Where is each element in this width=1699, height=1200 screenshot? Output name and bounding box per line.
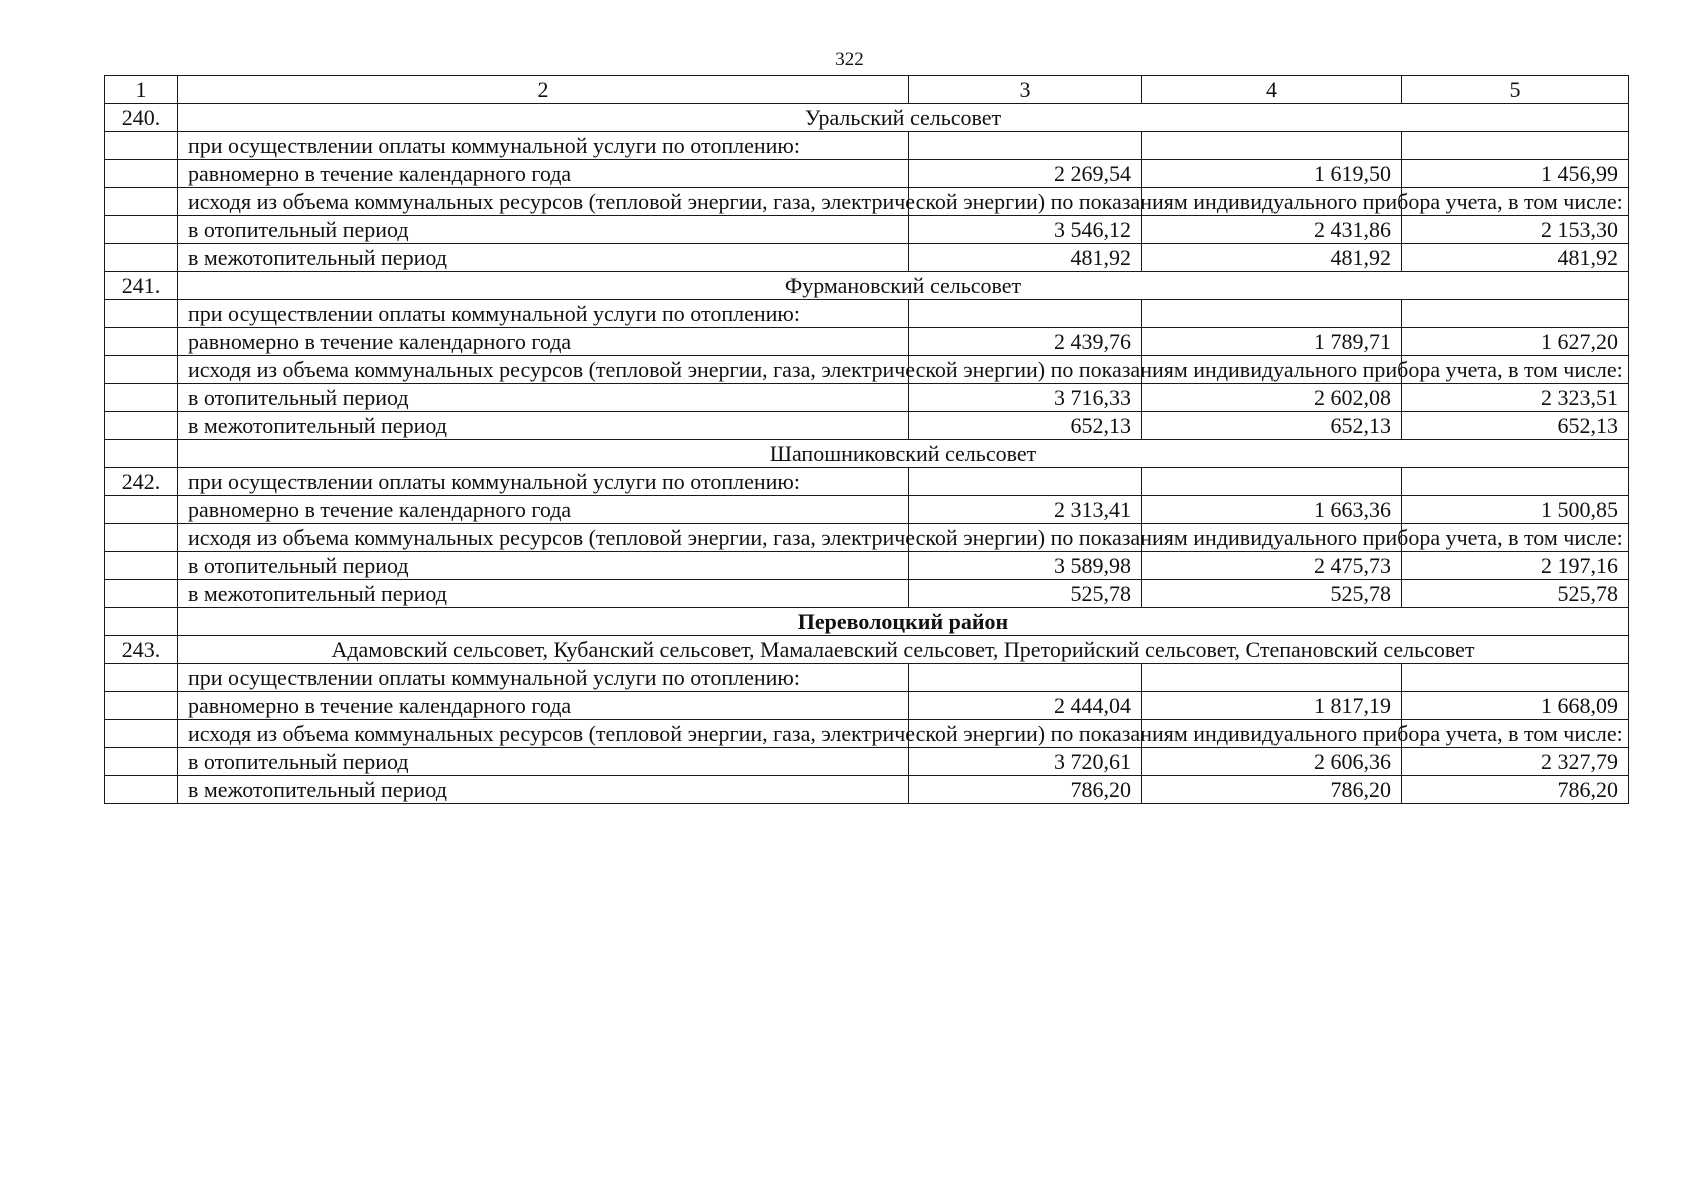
header-cell-5: 5 (1402, 76, 1629, 104)
row-description: в межотопительный период (178, 776, 909, 804)
value-col-5 (1402, 300, 1629, 328)
row-number (105, 328, 178, 356)
row-description: в отопительный период (178, 552, 909, 580)
value-col-4: 481,92 (1142, 244, 1402, 272)
row-description: исходя из объема коммунальных ресурсов (тепловой энергии, газа, электрической энергии) по показаниям индивидуального прибора учета, в том числе: (178, 720, 909, 748)
table-row (105, 776, 1629, 804)
value-col-3: 2 444,04 (909, 692, 1142, 720)
row-description: в отопительный период (178, 384, 909, 412)
table-row (105, 552, 1629, 580)
district-title: Переволоцкий район (178, 608, 1629, 636)
value-col-3: 481,92 (909, 244, 1142, 272)
table-row (105, 412, 1629, 440)
table-row (105, 160, 1629, 188)
value-col-4 (1142, 664, 1402, 692)
value-col-5: 1 500,85 (1402, 496, 1629, 524)
row-number: 240. (105, 104, 178, 132)
row-number (105, 664, 178, 692)
row-description: в межотопительный период (178, 580, 909, 608)
row-number (105, 300, 178, 328)
table-row (105, 748, 1629, 776)
row-number (105, 244, 178, 272)
value-col-4: 1 817,19 (1142, 692, 1402, 720)
value-col-3: 3 546,12 (909, 216, 1142, 244)
row-number: 241. (105, 272, 178, 300)
table-row (105, 244, 1629, 272)
table-row (105, 300, 1629, 328)
section-title: Фурмановский сельсовет (178, 272, 1629, 300)
row-description: при осуществлении оплаты коммунальной услуги по отоплению: (178, 300, 909, 328)
row-number (105, 748, 178, 776)
table-row (105, 496, 1629, 524)
row-description: при осуществлении оплаты коммунальной услуги по отоплению: (178, 468, 909, 496)
row-description: исходя из объема коммунальных ресурсов (тепловой энергии, газа, электрической энергии) по показаниям индивидуального прибора учета, в том числе: (178, 356, 909, 384)
table-row (105, 664, 1629, 692)
value-col-4: 2 475,73 (1142, 552, 1402, 580)
value-col-3 (909, 300, 1142, 328)
value-col-5: 652,13 (1402, 412, 1629, 440)
table-row (105, 188, 1629, 216)
table-row (105, 216, 1629, 244)
table-row (105, 328, 1629, 356)
row-number (105, 580, 178, 608)
row-number (105, 356, 178, 384)
value-col-3: 2 439,76 (909, 328, 1142, 356)
value-col-5: 525,78 (1402, 580, 1629, 608)
table-row (105, 132, 1629, 160)
table-row (105, 524, 1629, 552)
value-col-5 (1402, 664, 1629, 692)
row-number (105, 524, 178, 552)
value-col-3: 786,20 (909, 776, 1142, 804)
row-number (105, 160, 178, 188)
value-col-3: 652,13 (909, 412, 1142, 440)
table-row (105, 580, 1629, 608)
row-description: исходя из объема коммунальных ресурсов (тепловой энергии, газа, электрической энергии) по показаниям индивидуального прибора учета, в том числе: (178, 188, 909, 216)
value-col-3 (909, 468, 1142, 496)
value-col-3: 2 269,54 (909, 160, 1142, 188)
row-description: в отопительный период (178, 216, 909, 244)
section-title: Уральский сельсовет (178, 104, 1629, 132)
district-row (105, 608, 1629, 636)
row-description: исходя из объема коммунальных ресурсов (тепловой энергии, газа, электрической энергии) по показаниям индивидуального прибора учета, в том числе: (178, 524, 909, 552)
value-col-4: 1 619,50 (1142, 160, 1402, 188)
value-col-3: 3 589,98 (909, 552, 1142, 580)
value-col-4: 2 602,08 (1142, 384, 1402, 412)
row-number (105, 552, 178, 580)
row-description: в межотопительный период (178, 412, 909, 440)
row-description: в межотопительный период (178, 244, 909, 272)
value-col-4 (1142, 300, 1402, 328)
value-col-4 (1142, 132, 1402, 160)
section-title: Адамовский сельсовет, Кубанский сельсовет, Мамалаевский сельсовет, Преторийский сельсовет, Степановский сельсовет (178, 636, 1629, 664)
value-col-5: 1 668,09 (1402, 692, 1629, 720)
section-row (105, 636, 1629, 664)
row-number (105, 720, 178, 748)
value-col-5: 2 323,51 (1402, 384, 1629, 412)
value-col-5: 786,20 (1402, 776, 1629, 804)
row-number (105, 608, 178, 636)
section-title: Шапошниковский сельсовет (178, 440, 1629, 468)
table-row (105, 384, 1629, 412)
table-row (105, 692, 1629, 720)
section-row (105, 440, 1629, 468)
row-number (105, 440, 178, 468)
value-col-5: 481,92 (1402, 244, 1629, 272)
value-col-5: 2 327,79 (1402, 748, 1629, 776)
row-description: при осуществлении оплаты коммунальной услуги по отоплению: (178, 132, 909, 160)
value-col-5: 1 627,20 (1402, 328, 1629, 356)
table-row (105, 468, 1629, 496)
value-col-4: 1 663,36 (1142, 496, 1402, 524)
row-number: 243. (105, 636, 178, 664)
header-cell-1: 1 (105, 76, 178, 104)
row-number (105, 412, 178, 440)
value-col-5: 2 197,16 (1402, 552, 1629, 580)
table-row (105, 356, 1629, 384)
value-col-5: 1 456,99 (1402, 160, 1629, 188)
row-number (105, 188, 178, 216)
value-col-4: 652,13 (1142, 412, 1402, 440)
row-number (105, 384, 178, 412)
section-row (105, 272, 1629, 300)
table-body (105, 104, 1629, 804)
value-col-5 (1402, 468, 1629, 496)
value-col-4: 2 431,86 (1142, 216, 1402, 244)
row-description: равномерно в течение календарного года (178, 328, 909, 356)
value-col-3: 2 313,41 (909, 496, 1142, 524)
row-number (105, 776, 178, 804)
row-number (105, 496, 178, 524)
value-col-3: 525,78 (909, 580, 1142, 608)
value-col-5: 2 153,30 (1402, 216, 1629, 244)
row-description: при осуществлении оплаты коммунальной услуги по отоплению: (178, 664, 909, 692)
value-col-4: 786,20 (1142, 776, 1402, 804)
row-number (105, 216, 178, 244)
value-col-4: 2 606,36 (1142, 748, 1402, 776)
value-col-3: 3 720,61 (909, 748, 1142, 776)
row-description: равномерно в течение календарного года (178, 496, 909, 524)
header-cell-4: 4 (1142, 76, 1402, 104)
row-number (105, 132, 178, 160)
value-col-4: 525,78 (1142, 580, 1402, 608)
row-number: 242. (105, 468, 178, 496)
table-row (105, 720, 1629, 748)
tariff-table (104, 75, 1629, 804)
section-row (105, 104, 1629, 132)
row-number (105, 692, 178, 720)
value-col-3 (909, 664, 1142, 692)
header-cell-2: 2 (178, 76, 909, 104)
value-col-5 (1402, 132, 1629, 160)
value-col-4 (1142, 468, 1402, 496)
header-cell-3: 3 (909, 76, 1142, 104)
header-row (105, 76, 1629, 104)
row-description: равномерно в течение календарного года (178, 692, 909, 720)
value-col-3 (909, 132, 1142, 160)
value-col-3: 3 716,33 (909, 384, 1142, 412)
row-description: в отопительный период (178, 748, 909, 776)
value-col-4: 1 789,71 (1142, 328, 1402, 356)
page-number: 322 (835, 49, 864, 70)
row-description: равномерно в течение календарного года (178, 160, 909, 188)
